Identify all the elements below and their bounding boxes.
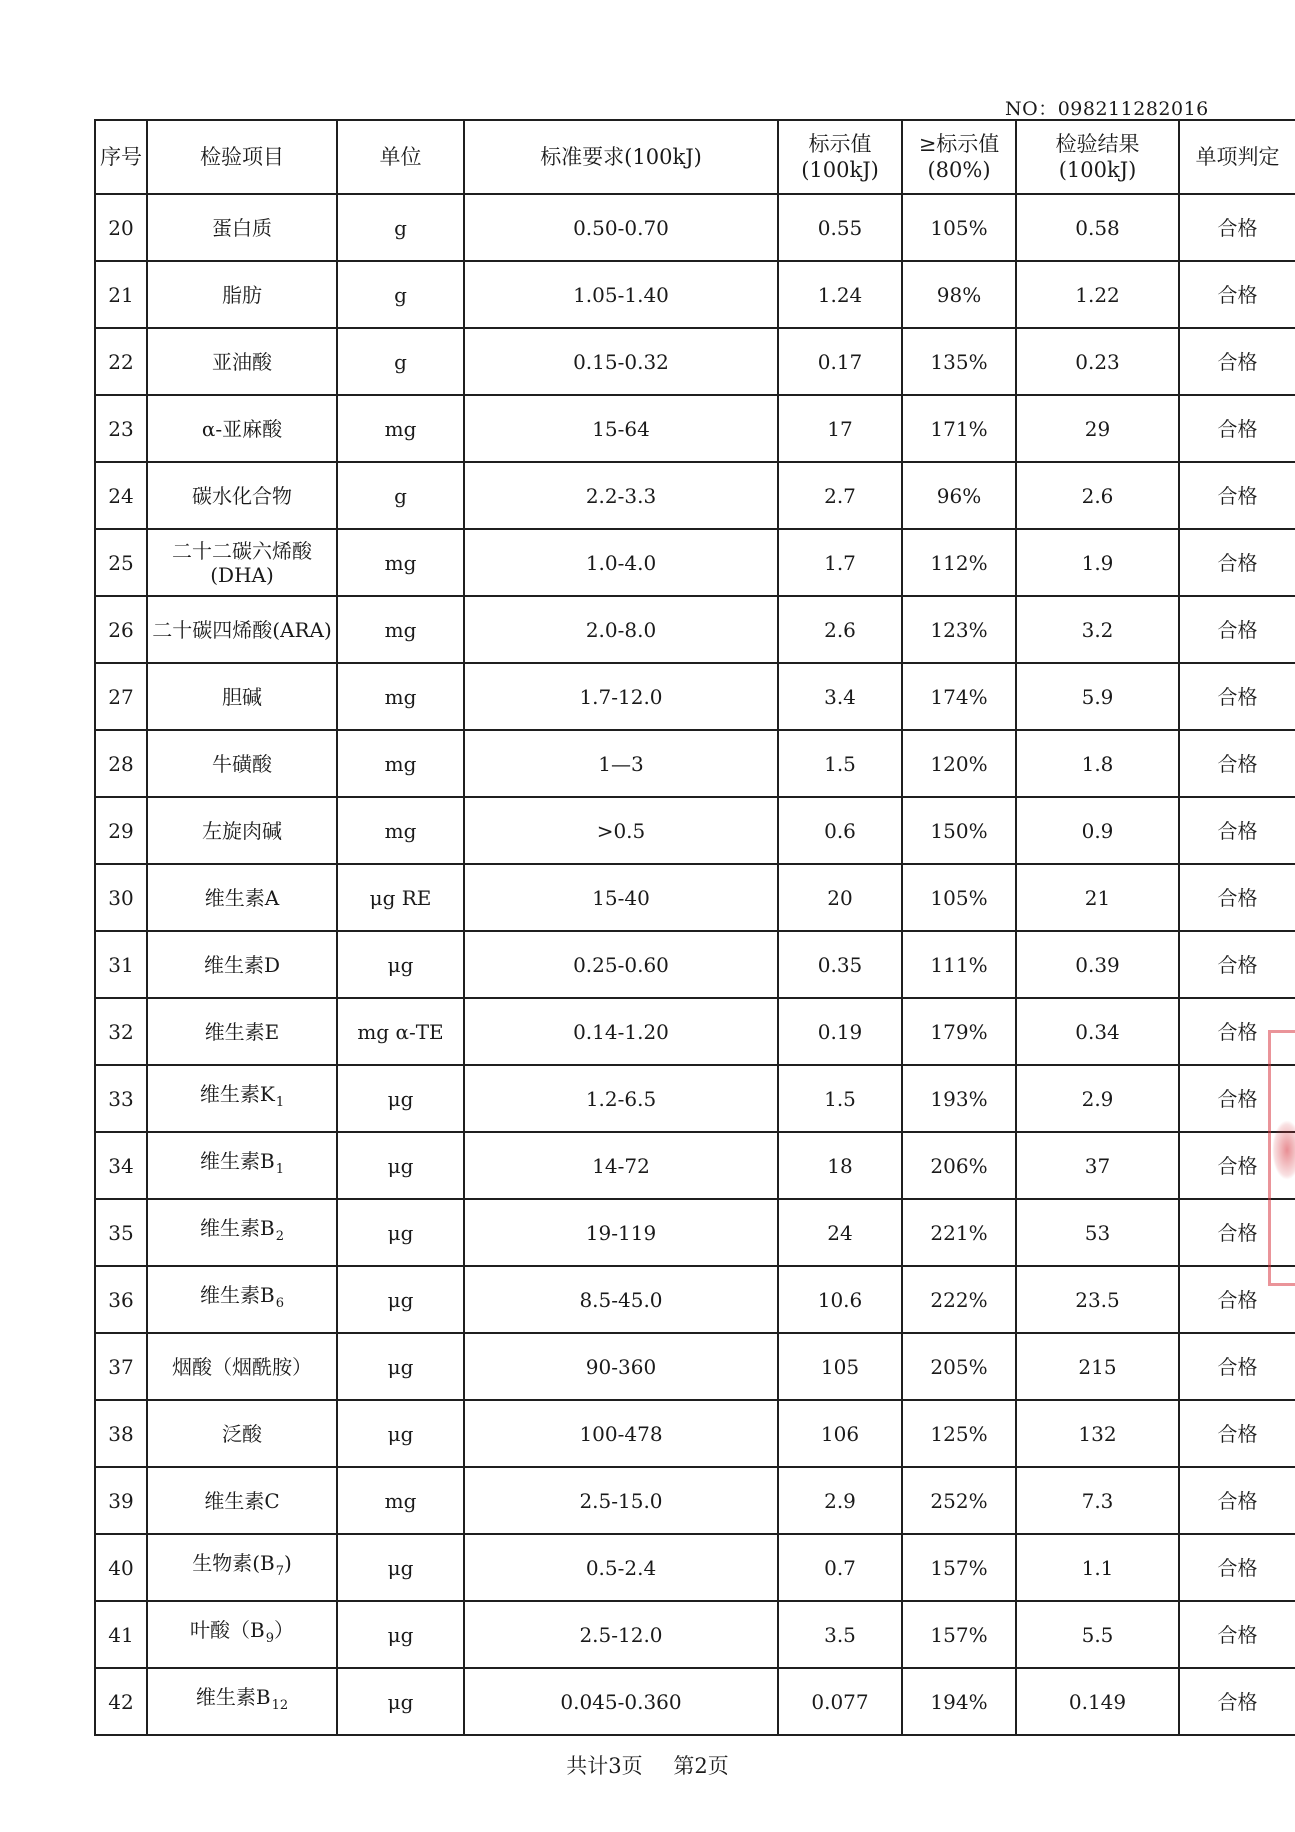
- header-percent-line1: ≥标示值: [918, 132, 1000, 156]
- table-row: [95, 395, 1295, 462]
- cell-seq: 36: [95, 1266, 147, 1333]
- cell-seq: 27: [95, 663, 147, 730]
- cell-result: 21: [1016, 864, 1179, 931]
- cell-result: 2.6: [1016, 462, 1179, 529]
- cell-standard: 1.0-4.0: [464, 529, 778, 596]
- cell-standard: 2.5-15.0: [464, 1467, 778, 1534]
- table-row: [95, 194, 1295, 261]
- cell-judgment: 合格: [1179, 328, 1295, 395]
- cell-percent: 112%: [902, 529, 1016, 596]
- cell-seq: 34: [95, 1132, 147, 1199]
- item-subscript: 6: [275, 1296, 284, 1311]
- table-header: [95, 120, 1295, 194]
- item-name: 维生素K: [199, 1082, 275, 1106]
- cell-item: [147, 395, 337, 462]
- cell-result: 0.58: [1016, 194, 1179, 261]
- cell-percent: 194%: [902, 1668, 1016, 1735]
- cell-label-value: 1.7: [778, 529, 902, 596]
- cell-judgment: 合格: [1179, 1668, 1295, 1735]
- header-unit: 单位: [337, 120, 464, 194]
- table-row: [95, 328, 1295, 395]
- cell-standard: 15-64: [464, 395, 778, 462]
- cell-label-value: 10.6: [778, 1266, 902, 1333]
- cell-seq: 21: [95, 261, 147, 328]
- cell-seq: 37: [95, 1333, 147, 1400]
- red-seal-mark: [1272, 1120, 1295, 1180]
- cell-seq: 26: [95, 596, 147, 663]
- cell-result: 0.39: [1016, 931, 1179, 998]
- inspection-table: [94, 119, 1295, 1736]
- cell-item: [147, 596, 337, 663]
- cell-judgment: 合格: [1179, 1534, 1295, 1601]
- table-row: [95, 462, 1295, 529]
- cell-label-value: 0.6: [778, 797, 902, 864]
- cell-percent: 105%: [902, 194, 1016, 261]
- cell-seq: 39: [95, 1467, 147, 1534]
- cell-judgment: 合格: [1179, 1266, 1295, 1333]
- cell-percent: 221%: [902, 1199, 1016, 1266]
- cell-item: [147, 194, 337, 261]
- cell-standard: 19-119: [464, 1199, 778, 1266]
- cell-label-value: 1.5: [778, 1065, 902, 1132]
- page-footer: [0, 1750, 1295, 1780]
- cell-judgment: 合格: [1179, 998, 1295, 1065]
- cell-percent: 157%: [902, 1534, 1016, 1601]
- cell-label-value: 2.9: [778, 1467, 902, 1534]
- cell-percent: 174%: [902, 663, 1016, 730]
- cell-standard: 1.7-12.0: [464, 663, 778, 730]
- cell-percent: 123%: [902, 596, 1016, 663]
- cell-seq: 24: [95, 462, 147, 529]
- header-result: [1016, 120, 1179, 194]
- cell-percent: 157%: [902, 1601, 1016, 1668]
- cell-label-value: 0.7: [778, 1534, 902, 1601]
- item-subscript: 12: [271, 1698, 289, 1713]
- cell-item: [147, 1065, 337, 1132]
- cell-seq: 35: [95, 1199, 147, 1266]
- cell-item: [147, 797, 337, 864]
- cell-unit: mg: [337, 596, 464, 663]
- cell-unit: μg: [337, 1132, 464, 1199]
- cell-judgment: 合格: [1179, 395, 1295, 462]
- cell-item: [147, 1601, 337, 1668]
- header-result-line2: (100kJ): [1058, 158, 1137, 182]
- cell-result: 0.149: [1016, 1668, 1179, 1735]
- cell-percent: 193%: [902, 1065, 1016, 1132]
- item-name: 维生素E: [204, 1019, 280, 1044]
- cell-unit: μg: [337, 931, 464, 998]
- cell-percent: 252%: [902, 1467, 1016, 1534]
- cell-item: [147, 864, 337, 931]
- table-row: [95, 663, 1295, 730]
- item-name: 维生素B: [200, 1149, 275, 1173]
- item-name: 叶酸（B: [190, 1618, 265, 1642]
- cell-judgment: 合格: [1179, 1333, 1295, 1400]
- cell-seq: 29: [95, 797, 147, 864]
- cell-result: 53: [1016, 1199, 1179, 1266]
- table-row: [95, 998, 1295, 1065]
- cell-judgment: 合格: [1179, 596, 1295, 663]
- cell-seq: 33: [95, 1065, 147, 1132]
- cell-unit: μg: [337, 1534, 464, 1601]
- cell-seq: 41: [95, 1601, 147, 1668]
- cell-item: [147, 462, 337, 529]
- table-body: [95, 194, 1295, 1735]
- item-name: 蛋白质: [212, 215, 272, 240]
- cell-result: 1.9: [1016, 529, 1179, 596]
- cell-standard: 8.5-45.0: [464, 1266, 778, 1333]
- cell-label-value: 106: [778, 1400, 902, 1467]
- table-row: [95, 1132, 1295, 1199]
- cell-item: [147, 1400, 337, 1467]
- cell-unit: mg α-TE: [337, 998, 464, 1065]
- cell-item: [147, 1132, 337, 1199]
- cell-standard: 0.5-2.4: [464, 1534, 778, 1601]
- item-name: 左旋肉碱: [202, 818, 282, 843]
- cell-result: 132: [1016, 1400, 1179, 1467]
- cell-standard: 1.05-1.40: [464, 261, 778, 328]
- header-label-value: [778, 120, 902, 194]
- cell-unit: g: [337, 194, 464, 261]
- cell-standard: 0.15-0.32: [464, 328, 778, 395]
- cell-judgment: 合格: [1179, 1199, 1295, 1266]
- header-label-value-line1: 标示值: [808, 132, 872, 156]
- cell-percent: 96%: [902, 462, 1016, 529]
- cell-unit: μg: [337, 1601, 464, 1668]
- cell-judgment: 合格: [1179, 462, 1295, 529]
- cell-result: 5.9: [1016, 663, 1179, 730]
- cell-label-value: 1.5: [778, 730, 902, 797]
- header-label-value-line2: (100kJ): [801, 158, 879, 182]
- header-seq: 序号: [95, 120, 147, 194]
- item-name: 生物素(B: [192, 1551, 275, 1575]
- cell-judgment: 合格: [1179, 1400, 1295, 1467]
- cell-unit: μg: [337, 1199, 464, 1266]
- cell-percent: 105%: [902, 864, 1016, 931]
- table-row: [95, 261, 1295, 328]
- cell-judgment: 合格: [1179, 864, 1295, 931]
- cell-percent: 98%: [902, 261, 1016, 328]
- cell-percent: 111%: [902, 931, 1016, 998]
- cell-seq: 42: [95, 1668, 147, 1735]
- cell-result: 0.9: [1016, 797, 1179, 864]
- cell-label-value: 105: [778, 1333, 902, 1400]
- cell-seq: 20: [95, 194, 147, 261]
- table-row: [95, 1534, 1295, 1601]
- item-name-line2: (DHA): [210, 562, 274, 587]
- cell-seq: 23: [95, 395, 147, 462]
- table-row: [95, 1065, 1295, 1132]
- item-name-tail: ）: [273, 1618, 294, 1642]
- cell-unit: mg: [337, 529, 464, 596]
- cell-judgment: 合格: [1179, 730, 1295, 797]
- cell-label-value: 18: [778, 1132, 902, 1199]
- cell-label-value: 0.077: [778, 1668, 902, 1735]
- cell-label-value: 20: [778, 864, 902, 931]
- item-name: 二十二碳六烯酸: [172, 538, 312, 563]
- report-number: NO：098211282016: [1005, 98, 1209, 120]
- cell-label-value: 24: [778, 1199, 902, 1266]
- footer-current-page: 第2页: [673, 1754, 729, 1778]
- header-item: 检验项目: [147, 120, 337, 194]
- cell-result: 37: [1016, 1132, 1179, 1199]
- cell-standard: 2.0-8.0: [464, 596, 778, 663]
- cell-result: 2.9: [1016, 1065, 1179, 1132]
- cell-standard: 0.50-0.70: [464, 194, 778, 261]
- item-subscript: 1: [275, 1095, 285, 1110]
- cell-seq: 40: [95, 1534, 147, 1601]
- cell-item: [147, 663, 337, 730]
- cell-unit: μg: [337, 1333, 464, 1400]
- cell-judgment: 合格: [1179, 1601, 1295, 1668]
- cell-percent: 171%: [902, 395, 1016, 462]
- cell-seq: 28: [95, 730, 147, 797]
- header-judgment: 单项判定: [1179, 120, 1295, 194]
- cell-item: [147, 931, 337, 998]
- item-name: 胆碱: [222, 684, 262, 709]
- cell-item: [147, 328, 337, 395]
- cell-label-value: 2.7: [778, 462, 902, 529]
- cell-item: [147, 1534, 337, 1601]
- cell-seq: 25: [95, 529, 147, 596]
- cell-seq: 30: [95, 864, 147, 931]
- cell-item: [147, 1266, 337, 1333]
- cell-label-value: 2.6: [778, 596, 902, 663]
- table-row: [95, 1199, 1295, 1266]
- item-name: 亚油酸: [212, 349, 272, 374]
- cell-percent: 125%: [902, 1400, 1016, 1467]
- item-name: 烟酸（烟酰胺）: [172, 1354, 312, 1379]
- item-name: 碳水化合物: [192, 483, 292, 508]
- item-name: 泛酸: [222, 1421, 262, 1446]
- cell-unit: μg: [337, 1668, 464, 1735]
- cell-label-value: 0.55: [778, 194, 902, 261]
- cell-standard: 0.14-1.20: [464, 998, 778, 1065]
- item-subscript: 9: [265, 1631, 274, 1646]
- cell-judgment: 合格: [1179, 261, 1295, 328]
- header-row: [95, 120, 1295, 194]
- cell-item: [147, 998, 337, 1065]
- cell-unit: μg: [337, 1400, 464, 1467]
- cell-result: 5.5: [1016, 1601, 1179, 1668]
- cell-result: 23.5: [1016, 1266, 1179, 1333]
- cell-result: 3.2: [1016, 596, 1179, 663]
- table-row: [95, 797, 1295, 864]
- cell-unit: μg: [337, 1065, 464, 1132]
- footer-total-pages: 共计3页: [566, 1754, 643, 1778]
- cell-judgment: 合格: [1179, 663, 1295, 730]
- cell-judgment: 合格: [1179, 1132, 1295, 1199]
- cell-result: 1.8: [1016, 730, 1179, 797]
- cell-label-value: 3.5: [778, 1601, 902, 1668]
- item-subscript: 2: [275, 1229, 284, 1244]
- cell-result: 29: [1016, 395, 1179, 462]
- cell-judgment: 合格: [1179, 529, 1295, 596]
- cell-standard: >0.5: [464, 797, 778, 864]
- cell-unit: g: [337, 328, 464, 395]
- item-name: 二十碳四烯酸(ARA): [152, 617, 332, 642]
- cell-label-value: 17: [778, 395, 902, 462]
- cell-seq: 31: [95, 931, 147, 998]
- cell-judgment: 合格: [1179, 1467, 1295, 1534]
- cell-result: 1.22: [1016, 261, 1179, 328]
- cell-seq: 32: [95, 998, 147, 1065]
- table-row: [95, 1266, 1295, 1333]
- item-name: 维生素B: [200, 1283, 275, 1307]
- cell-unit: mg: [337, 395, 464, 462]
- cell-percent: 222%: [902, 1266, 1016, 1333]
- item-name: 维生素A: [204, 885, 280, 910]
- cell-judgment: 合格: [1179, 797, 1295, 864]
- cell-item: [147, 1467, 337, 1534]
- cell-item: [147, 1668, 337, 1735]
- cell-label-value: 0.19: [778, 998, 902, 1065]
- cell-standard: 2.5-12.0: [464, 1601, 778, 1668]
- item-name: 维生素B: [200, 1216, 275, 1240]
- table-row: [95, 529, 1295, 596]
- header-percent-line2: (80%): [927, 158, 991, 182]
- cell-unit: g: [337, 462, 464, 529]
- cell-unit: μg RE: [337, 864, 464, 931]
- cell-percent: 205%: [902, 1333, 1016, 1400]
- cell-seq: 22: [95, 328, 147, 395]
- table-row: [95, 1467, 1295, 1534]
- table-row: [95, 864, 1295, 931]
- cell-standard: 90-360: [464, 1333, 778, 1400]
- cell-unit: mg: [337, 730, 464, 797]
- item-subscript: 7: [275, 1564, 284, 1579]
- table-row: [95, 1668, 1295, 1735]
- cell-seq: 38: [95, 1400, 147, 1467]
- cell-label-value: 0.17: [778, 328, 902, 395]
- cell-item: [147, 1199, 337, 1266]
- cell-result: 0.23: [1016, 328, 1179, 395]
- cell-label-value: 1.24: [778, 261, 902, 328]
- table-row: [95, 1400, 1295, 1467]
- header-result-line1: 检验结果: [1055, 132, 1140, 156]
- cell-standard: 15-40: [464, 864, 778, 931]
- item-name: 维生素D: [203, 952, 281, 977]
- item-name-tail: ): [283, 1551, 292, 1575]
- cell-standard: 0.045-0.360: [464, 1668, 778, 1735]
- cell-percent: 179%: [902, 998, 1016, 1065]
- table-row: [95, 931, 1295, 998]
- cell-unit: mg: [337, 797, 464, 864]
- table-row: [95, 730, 1295, 797]
- item-name: 牛磺酸: [212, 751, 272, 776]
- cell-judgment: 合格: [1179, 931, 1295, 998]
- cell-item: [147, 1333, 337, 1400]
- cell-standard: 2.2-3.3: [464, 462, 778, 529]
- item-name: 维生素B: [195, 1685, 271, 1709]
- cell-percent: 135%: [902, 328, 1016, 395]
- cell-unit: mg: [337, 663, 464, 730]
- header-standard: 标准要求(100kJ): [464, 120, 778, 194]
- cell-standard: 14-72: [464, 1132, 778, 1199]
- cell-standard: 0.25-0.60: [464, 931, 778, 998]
- cell-result: 1.1: [1016, 1534, 1179, 1601]
- table-row: [95, 1333, 1295, 1400]
- cell-standard: 1—3: [464, 730, 778, 797]
- table-row: [95, 596, 1295, 663]
- cell-result: 215: [1016, 1333, 1179, 1400]
- cell-label-value: 0.35: [778, 931, 902, 998]
- cell-percent: 206%: [902, 1132, 1016, 1199]
- cell-unit: g: [337, 261, 464, 328]
- cell-result: 7.3: [1016, 1467, 1179, 1534]
- cell-percent: 150%: [902, 797, 1016, 864]
- item-subscript: 1: [275, 1162, 284, 1177]
- cell-item: [147, 261, 337, 328]
- cell-item: [147, 730, 337, 797]
- item-name: 维生素C: [204, 1488, 280, 1513]
- table-row: [95, 1601, 1295, 1668]
- item-name: 脂肪: [222, 282, 262, 307]
- cell-judgment: 合格: [1179, 194, 1295, 261]
- cell-standard: 1.2-6.5: [464, 1065, 778, 1132]
- cell-item: [147, 529, 337, 596]
- cell-unit: mg: [337, 1467, 464, 1534]
- cell-result: 0.34: [1016, 998, 1179, 1065]
- cell-judgment: 合格: [1179, 1065, 1295, 1132]
- cell-label-value: 3.4: [778, 663, 902, 730]
- header-percent: [902, 120, 1016, 194]
- cell-standard: 100-478: [464, 1400, 778, 1467]
- cell-unit: μg: [337, 1266, 464, 1333]
- cell-percent: 120%: [902, 730, 1016, 797]
- item-name: α-亚麻酸: [201, 416, 283, 441]
